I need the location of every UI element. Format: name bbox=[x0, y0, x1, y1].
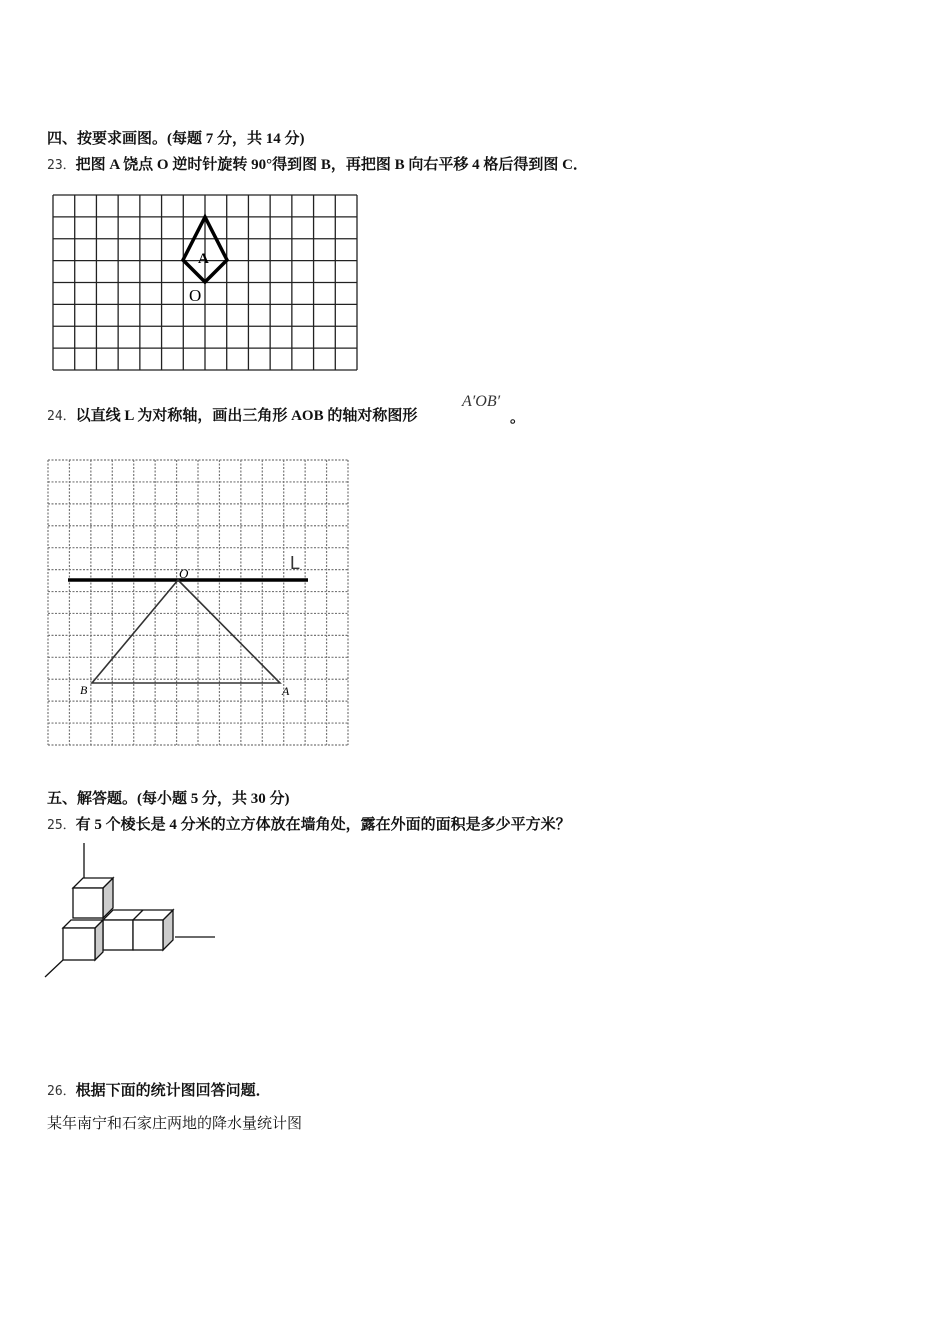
math-aob-prime: A′OB′ bbox=[462, 393, 501, 410]
question-text: 根据下面的统计图回答问题． bbox=[75, 1083, 271, 1099]
question-25 bbox=[47, 813, 571, 834]
section5-heading: 五、解答题。(每小题 5 分，共 30 分) bbox=[47, 791, 290, 807]
question-24 bbox=[47, 404, 417, 425]
period: 。 bbox=[510, 410, 526, 426]
section4-heading: 四、按要求画图。(每题 7 分，共 14 分) bbox=[47, 131, 305, 147]
question-26 bbox=[47, 1079, 271, 1100]
point-o-label: O bbox=[189, 286, 202, 305]
line-l-label: L bbox=[290, 553, 301, 573]
cubes-figure bbox=[45, 843, 215, 977]
grid-q24 bbox=[48, 460, 348, 745]
triangle-aob bbox=[92, 580, 280, 683]
question-text: 有 5 个棱长是 4 分米的立方体放在墙角处，露在外面的面积是多少平方米？ bbox=[75, 817, 571, 833]
question-number: 23． bbox=[47, 158, 76, 173]
point-b-label: B bbox=[80, 683, 88, 697]
point-a-label: A bbox=[282, 684, 290, 698]
figure-a-label: A bbox=[198, 251, 209, 267]
chart-title: 某年南宁和石家庄两地的降水量统计图 bbox=[47, 1116, 303, 1132]
question-text: 以直线 L 为对称轴，画出三角形 AOB 的轴对称图形 bbox=[75, 408, 418, 424]
point-o-label: O bbox=[179, 566, 189, 581]
question-text: 把图 A 饶点 O 逆时针旋转 90°得到图 B，再把图 B 向右平移 4 格后得到图 C． bbox=[75, 157, 588, 173]
question-number: 25． bbox=[47, 818, 76, 833]
question-number: 24． bbox=[47, 409, 76, 424]
question-number: 26． bbox=[47, 1084, 76, 1099]
